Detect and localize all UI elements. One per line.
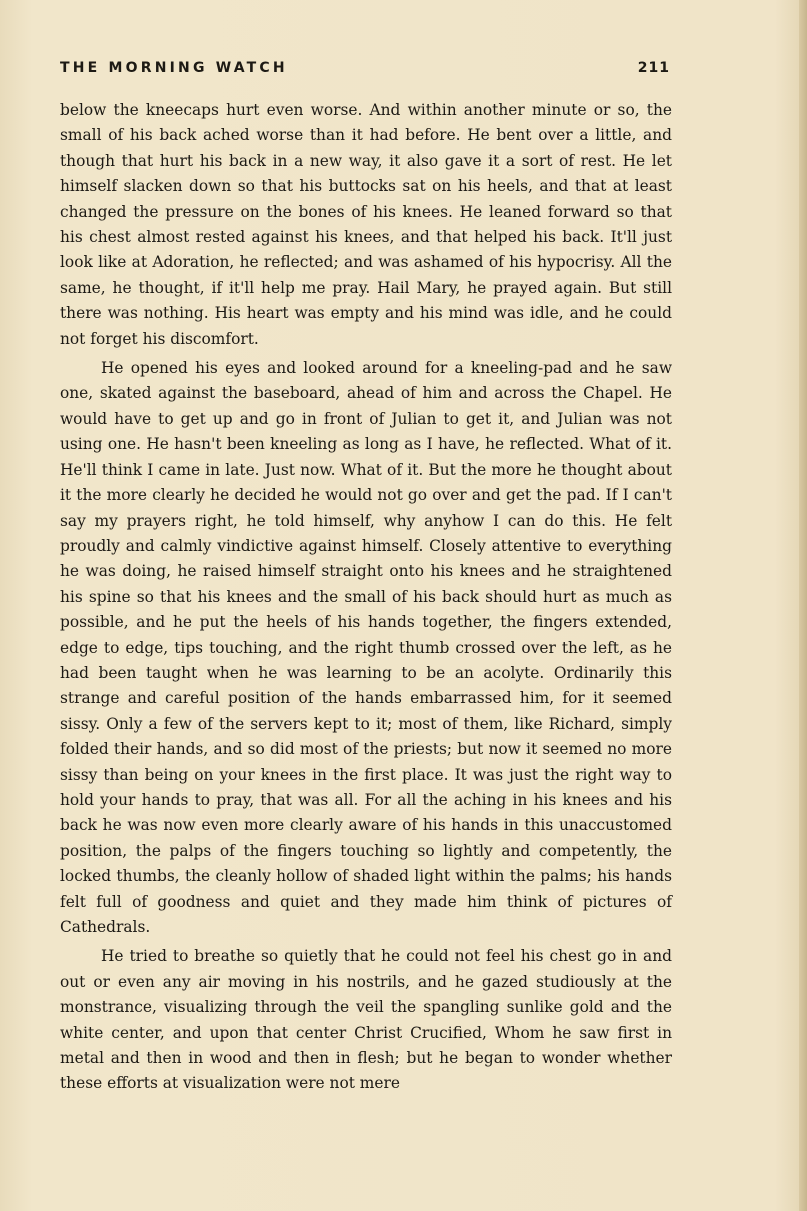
paragraph-kneeling-pad: He opened his eyes and looked around for a kneeling-pad and he saw one, skated against the baseboard, ahead of him and across the Chapel. He would have to get up and go in front of Julian to get it, and Julian was not using one. He hasn't been kneeling as long as I have, he reflected. What of it. He'll think I came in late. Just now. What of it. But the more he thought about it the more clearly he decided he would not go over and get the pad. If I can't say my prayers right, he told himself, why anyhow I can do this. He felt proudly and calmly vindictive against himself. Closely attentive to everything he was doing, he raised himself straight onto his knees and he straightened his spine so that his knees and the small of his back should hurt as much as possible, and he put the heels of his hands together, the fingers extended, edge to edge, tips touching, and the right thumb crossed over the left, as he had been taught when he was learning to be an acolyte. Ordinarily this strange and careful position of the hands embarrassed him, for it seemed sissy. Only a few of the servers kept to it; most of them, like Richard, simply folded their hands, and so did most of the priests; but now it seemed no more sissy than being on your knees in the first place. It was just the right way to hold your hands to pray, that was all. For all the aching in his knees and his back he was now even more clearly aware of his hands in this unaccustomed position, the palps of the fingers touching so lightly and competently, the locked thumbs, the cleanly hollow of shaded light within the palms; his hands felt full of goodness and quiet and they made him think of pictures of Cathedrals. — [60, 359, 672, 936]
body-text — [60, 98, 672, 1097]
paragraph-continued: below the kneecaps hurt even worse. And within another minute or so, the small of his back ached worse than it had before. He bent over a little, and though that hurt his back in a new way, it also gave it a sort of rest. He let himself slacken down so that his buttocks sat on his heels, and that at least changed the pressure on the bones of his knees. He leaned forward so that his chest almost rested against his knees, and that helped his back. It'll just look like at Adoration, he reflected; and was ashamed of his hypocrisy. All the same, he thought, if it'll help me pray. Hail Mary, he prayed again. But still there was nothing. His heart was empty and his mind was idle, and he could not forget his discomfort. — [60, 101, 672, 348]
running-title: THE MORNING WATCH — [60, 60, 288, 76]
running-header — [60, 60, 670, 80]
paragraph-monstrance: He tried to breathe so quietly that he could not feel his chest go in and out or even any air moving in his nostrils, and he gazed studiously at the monstrance, visualizing through the veil the spangling sunlike gold and the white center, and upon that center Christ Crucified, Whom he saw first in metal and then in wood and then in flesh; but he began to wonder whether these efforts at visualization were not mere — [60, 947, 672, 1093]
page-number: 211 — [637, 60, 670, 76]
page-edge-shadow — [799, 0, 807, 1211]
